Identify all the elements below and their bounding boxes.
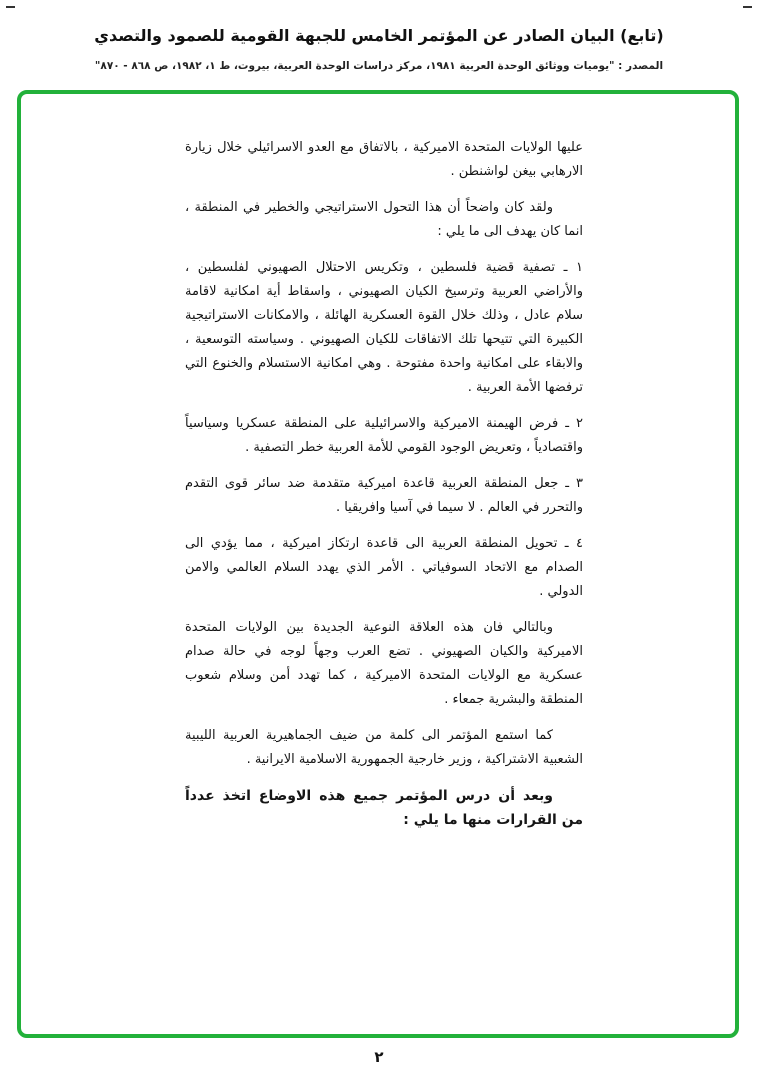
crop-mark-top-right bbox=[743, 6, 752, 8]
paragraph-resolutions-lead: وبعد أن درس المؤتمر جميع هذه الاوضاع اتخذ عدداً من القرارات منها ما يلي : bbox=[185, 788, 583, 828]
paragraph-intro: ولقد كان واضحاً أن هذا التحول الاستراتيجي والخطير في المنطقة ، انما كان يهدف الى ما يلي : bbox=[185, 200, 583, 239]
page-border-frame bbox=[17, 90, 739, 1038]
paragraph-consequence: وبالتالي فان هذه العلاقة النوعية الجديدة بين الولايات المتحدة الاميركية والكيان الصهيوني . تضع العرب وجهاً لوجه في حالة صدام عسكرية مع الولايات المتحدة الاميركية ، كما تهدد أمن وسلام شعوب المنطقة والبشرية جمعاء . bbox=[185, 620, 583, 707]
paragraph-item-1: ١ ـ تصفية قضية فلسطين ، وتكريس الاحتلال الصهيوني لفلسطين ، والأراضي العربية وترسيخ الكيان الصهيوني ، واسقاط أية امكانية لاقامة سلام عادل ، وذلك خلال القوة العسكرية الهائلة ، والامكانات الاستراتيجية الكبيرة التي تتيحها تلك الاتفاقات للكيان الصهيوني . وسياسته التوسعية ، والابقاء على امكانية واحدة مفتوحة . وهي امكانية الاستسلام والخنوع التي ترفضها الأمة العربية . bbox=[185, 260, 583, 395]
page-number: ٢ bbox=[374, 1048, 384, 1066]
crop-mark-top-left bbox=[6, 6, 15, 8]
document-title: (تابع) البيان الصادر عن المؤتمر الخامس للجبهة القومية للصمود والتصدي bbox=[94, 26, 664, 45]
paragraph-speeches: كما استمع المؤتمر الى كلمة من ضيف الجماهيرية العربية الليبية الشعبية الاشتراكية ، وزير خارجية الجمهورية الاسلامية الايرانية . bbox=[185, 728, 583, 767]
paragraph-continuation: عليها الولايات المتحدة الاميركية ، بالاتفاق مع العدو الاسرائيلي خلال زيارة الارهابي بيغن لواشنطن . bbox=[185, 140, 583, 179]
paragraph-item-2: ٢ ـ فرض الهيمنة الاميركية والاسرائيلية على المنطقة عسكريا وسياسياً واقتصادياً ، وتعريض الوجود القومي للأمة العربية خطر التصفية . bbox=[185, 416, 583, 455]
body-text-column bbox=[185, 136, 583, 832]
source-citation: المصدر : "يوميات ووثائق الوحدة العربية ١٩٨١، مركز دراسات الوحدة العربية، بيروت، ط ١، ١٩٨٢، ص ٨٦٨ - ٨٧٠" bbox=[94, 60, 664, 72]
paragraph-item-3: ٣ ـ جعل المنطقة العربية قاعدة اميركية متقدمة ضد سائر قوى التقدم والتحرر في العالم . لا سيما في آسيا وافريقيا . bbox=[185, 476, 583, 515]
paragraph-item-4: ٤ ـ تحويل المنطقة العربية الى قاعدة ارتكاز اميركية ، مما يؤدي الى الصدام مع الاتحاد السوفياتي . الأمر الذي يهدد السلام العالمي والامن الدولي . bbox=[185, 536, 583, 599]
